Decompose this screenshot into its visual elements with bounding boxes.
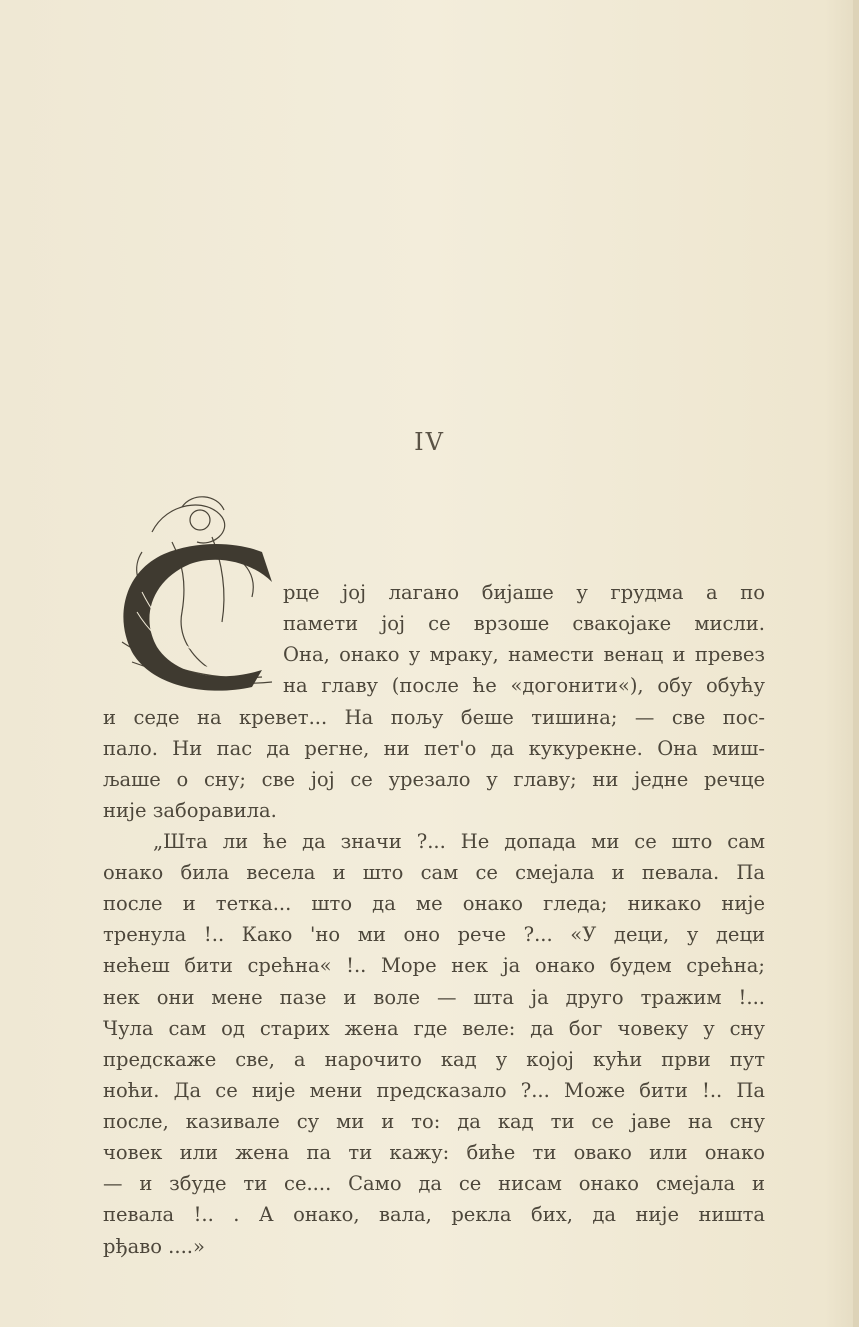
text-line: предскаже све, а нарочито кад у којој кући први пут [103,1048,765,1071]
text-line: после, казивале су ми и то: да кад ти се јаве на сну [103,1110,765,1133]
text-line: човек или жена па ти кажу: биће ти овако или онако [103,1141,765,1164]
text-line: на главу (после ће «догонити«), обу обућу [283,674,765,697]
text-line: нећеш бити срећна« !.. Море нек ја онако будем срећна; [103,954,765,977]
text-line: ноћи. Да се није мени предсказало ?... Може бити !.. Па [103,1079,765,1102]
text-line: љаше о сну; све јој се урезало у главу; ни једне речце [103,768,765,791]
text-line: рце јој лагано бијаше у грудма а по [283,581,765,604]
text-line: — и збуде ти се.... Само да се нисам онако смејала и [103,1172,765,1195]
text-line: није заборавила. [103,799,277,822]
text-line: „Шта ли ће да значи ?... Не допада ми се што сам [153,830,765,853]
chapter-number: IV [414,428,445,456]
text-line: после и тетка... што да ме онако гледа; никако није [103,892,765,915]
text-line: и седе на кревет... На пољу беше тишина; — све пос- [103,706,765,729]
text-line: памети јој се врзоше свакојаке мисли. [283,612,765,635]
text-line: певала !.. . А онако, вала, рекла бих, да није ништа [103,1203,765,1226]
text-line: Чула сам од старих жена где веле: да бог човеку у сну [103,1017,765,1040]
text-line: тренула !.. Како 'но ми оно рече ?... «У деци, у деци [103,923,765,946]
text-line: нек они мене пазе и воле — шта ја друго тражим !... [103,986,765,1009]
drop-cap-illustration [112,492,282,692]
page-edge [853,0,859,1327]
text-line: пало. Ни пас да регне, ни пет'о да кукурекне. Она миш- [103,737,765,760]
text-line: рђаво ....» [103,1235,205,1258]
text-line: онако била весела и што сам се смејала и певала. Па [103,861,765,884]
text-line: Она, онако у мраку, намести венац и превез [283,643,765,666]
